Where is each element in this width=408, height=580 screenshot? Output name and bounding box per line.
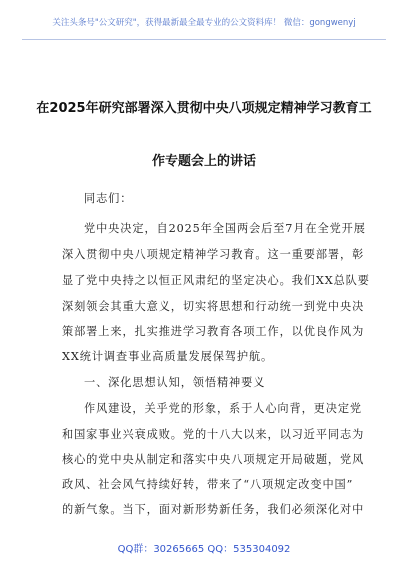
document-title-line-2: 作专题会上的讲话	[151, 154, 256, 169]
paragraph-line: 的新气象。当下，面对新形势新任务，我们必须深化对中	[62, 503, 365, 516]
header-banner: 关注头条号"公文研究"，获得最新最全最专业的公文资料库！ 微信：gongwenyj	[52, 18, 356, 28]
paragraph-line: 显了党中央持之以恒正风肃纪的坚定决心。我们XX总队要	[62, 274, 370, 287]
paragraph-line: 政风、社会风气持续好转，带来了“八项规定改变中国”	[62, 478, 354, 491]
paragraph-line: 和国家事业兴衰成败。党的十八大以来，以习近平同志为	[62, 428, 365, 441]
paragraph-line: 策部署上来，扎实推进学习教育各项工作，以优良作风为	[62, 325, 365, 338]
paragraph-line: 核心的党中央从制定和落实中央八项规定开局破题，党风	[62, 453, 365, 466]
header-divider	[22, 39, 386, 40]
paragraph-line: XX统计调查事业高质量发展保驾护航。	[62, 350, 274, 363]
section-heading: 一、深化思想认知，领悟精神要义	[84, 376, 266, 389]
paragraph-line: 深入贯彻中央八项规定精神学习教育。这一重要部署，彰	[62, 248, 365, 261]
paragraph-line: 作风建设，关乎党的形象，系于人心向背，更决定党	[84, 402, 363, 415]
footer-contact: QQ群：30265665 QQ：535304092	[117, 544, 291, 555]
paragraph-line: 深刻领会其重大意义，切实将思想和行动统一到党中央决	[62, 300, 365, 313]
paragraph-line: 党中央决定，自2025年全国两会后至7月在全党开展	[84, 222, 366, 235]
document-title-line-1: 在2025年研究部署深入贯彻中央八项规定精神学习教育工	[36, 101, 372, 116]
salutation: 同志们：	[84, 192, 133, 205]
